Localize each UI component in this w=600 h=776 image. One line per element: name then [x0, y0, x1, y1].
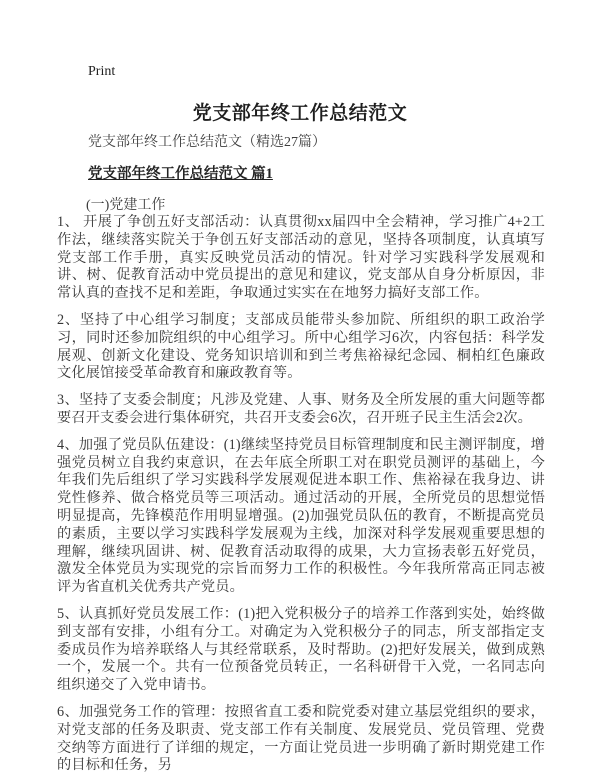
document-subtitle: 党支部年终工作总结范文（精选27篇） [88, 135, 326, 150]
body-paragraph: 2、坚持了中心组学习制度；支部成员能带头参加院、所组织的职工政治学习，同时还参加院组织的中心组学习。所中心组学习6次，内容包括：科学发展观、创新文化建设、党务知识培训和到兰考焦裕禄纪念园、桐柏红色廉政文化展馆接受革命教育和廉政教育等。 [57, 311, 545, 382]
print-link[interactable]: Print [88, 64, 116, 79]
article-heading: 党支部年终工作总结范文 篇1 [88, 166, 273, 182]
body-paragraph: 6、加强党务工作的管理：按照省直工委和院党委对建立基层党组织的要求，对党支部的任务及职责、党支部工作有关制度、发展党员、党员管理、党费交纳等方面进行了详细的规定，一方面让党员进一步明确了新时期党建工作的目标和任务，另 [57, 703, 545, 774]
body-paragraph: 1、 开展了争创五好支部活动：认真贯彻xx届四中全会精神，学习推广4+2工作法，继续落实院关于争创五好支部活动的意见，坚持各项制度，认真填写党支部工作手册，真实反映党员活动的情况。针对学习实践科学发展观和讲、树、促教育活动中党员提出的意见和建议，党支部从自身分析原因，非常认真的查找不足和差距，争取通过实实在在地努力搞好支部工作。 [57, 214, 545, 302]
document-title: 党支部年终工作总结范文 [192, 103, 408, 124]
body-paragraph: 4、加强了党员队伍建设：(1)继续坚持党员目标管理制度和民主测评制度，增强党员树立自我约束意识，在去年底全所职工对在职党员测评的基础上，今年我们先后组织了学习实践科学发展观促进本职工作、焦裕禄在我身边、讲党性修养、做合格党员等三项活动。通过活动的开展，全所党员的思想觉悟明显提高，先锋模范作用明显增强。(2)加强党员队伍的教育，不断提高党员的素质，主要以学习实践科学发展观为主线，加深对科学发展观重要思想的理解，继续巩固讲、树、促教育活动取得的成果，大力宣扬表彰五好党员，激发全体党员为实现党的宗旨而努力工作的积极性。今年我所常高正同志被评为省直机关优秀共产党员。 [57, 436, 545, 596]
body-paragraph: 5、认真抓好党员发展工作：(1)把入党积极分子的培养工作落到实处，始终做到支部有安排，小组有分工。对确定为入党积极分子的同志，所支部指定支委成员作为培养联络人与其经常联系，及时帮助。(2)把好发展关，做到成熟一个，发展一个。共有一位预备党员转正，一名科研骨干入党，一名同志向组织递交了入党申请书。 [57, 605, 545, 694]
section-heading: (一)党建工作 [86, 198, 166, 213]
body-paragraph: 3、坚持了支委会制度；凡涉及党建、人事、财务及全所发展的重大问题等都要召开支委会进行集体研究，共召开支委会6次，召开班子民主生活会2次。 [57, 392, 545, 426]
article-body [57, 214, 545, 776]
